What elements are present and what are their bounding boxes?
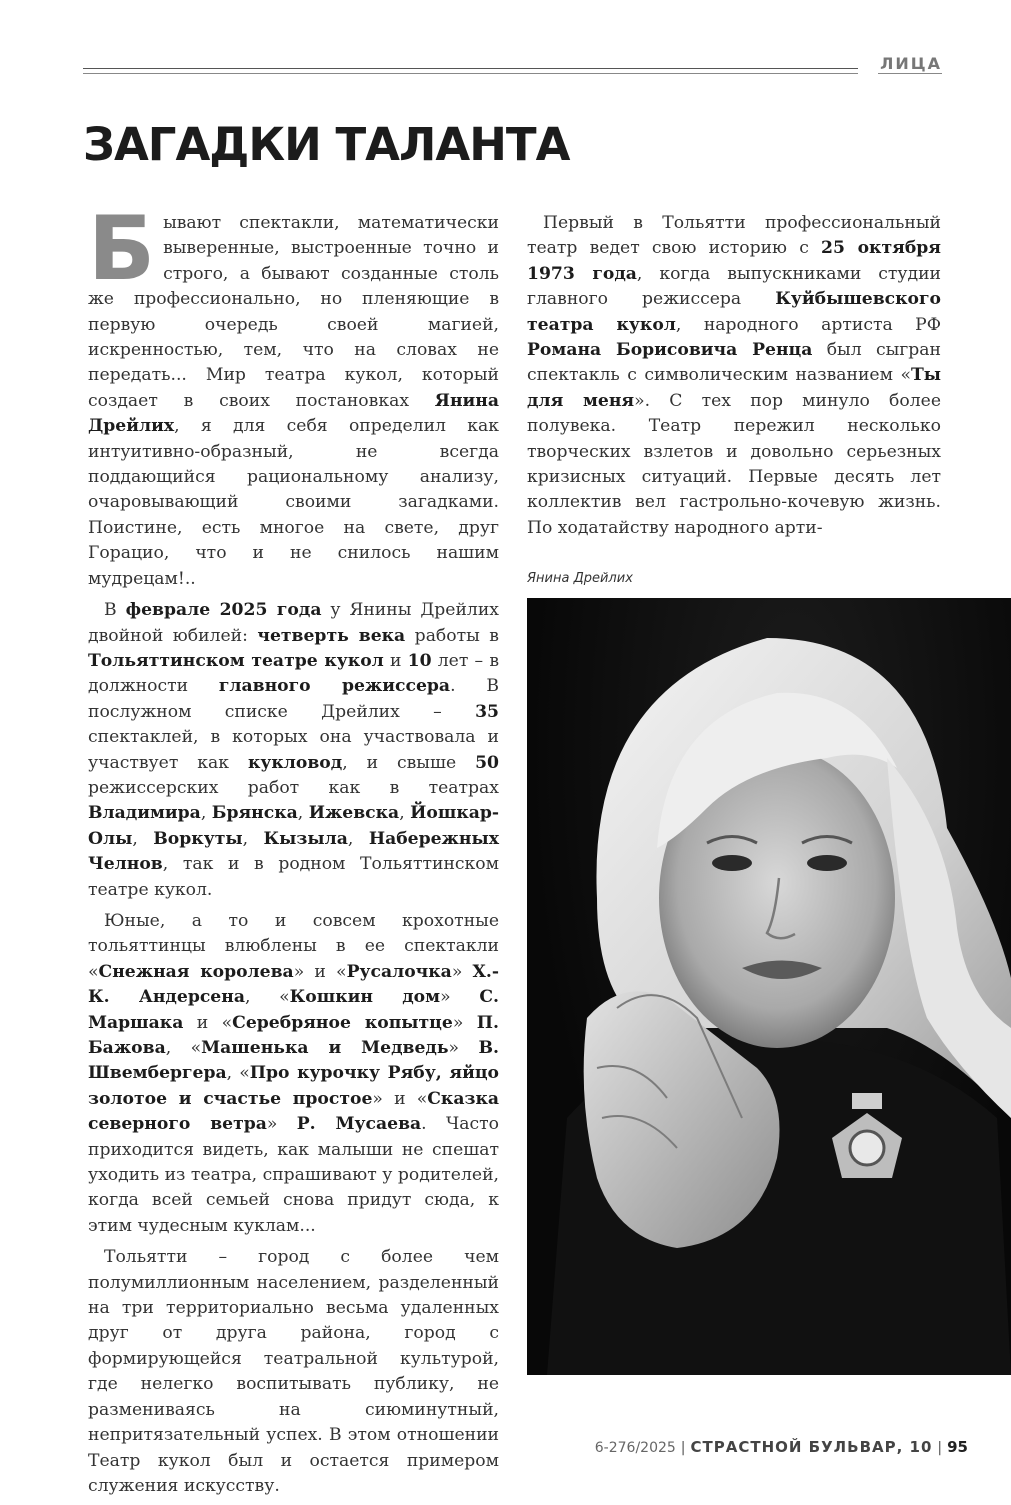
body-text: Тольятти – город с более чем полумиллионным населением, разделенный на три территориально весьма удаленных друг от друга района, город с формирующейся театральной культурой, где нелегко воспитывать публику, не размениваясь на сиюминутный, непритязательный успех. В этом отношении Театр кукол был и остается примером служения искусству. xyxy=(88,1247,499,1496)
bold-text: Ижевска xyxy=(308,803,400,824)
bold-text: Кошкин дом xyxy=(289,987,441,1008)
body-text: В xyxy=(104,600,126,621)
body-text: и « xyxy=(183,1012,233,1033)
issue-number: 6-276/2025 xyxy=(594,1440,676,1456)
body-text: , xyxy=(399,803,411,824)
body-text: режиссерских работ как в театрах xyxy=(88,777,499,798)
body-text: » xyxy=(452,1012,477,1033)
bold-text: Воркуты xyxy=(153,828,243,849)
body-text: » xyxy=(448,1038,479,1058)
body-text: , xyxy=(347,828,369,849)
body-text: , xyxy=(297,803,309,824)
body-text: был сыгран спектакль с символическим названием « xyxy=(527,340,941,386)
page-number: 95 xyxy=(947,1438,968,1456)
body-text: работы в xyxy=(405,625,499,646)
body-text: лет – в должности xyxy=(88,650,499,697)
header-rule xyxy=(83,68,858,69)
bold-text: 10 xyxy=(407,650,432,671)
paragraph-intro xyxy=(88,197,499,592)
body-text: ывают спектакли, математически выверенные, выстроенные точно и строго, а бывают созданные столь же профессионально, но пленяющие в первую очередь своей магией, искренностью, тем, что на словах не передать... Мир театра кукол, который создает в своих постановках xyxy=(88,213,499,411)
body-text: Первый в Тольятти профессиональный театр ведет свою историю с xyxy=(527,213,941,259)
photo-caption: Янина Дрейлих xyxy=(527,571,633,586)
portrait-illustration xyxy=(527,598,1011,1375)
bold-text: Владимира xyxy=(88,803,201,824)
body-text: . Часто приходится видеть, как малыши не спешат уходить из театра, спрашивают у родителей, когда всей семьей снова придут сюда, к этим чудесным куклам... xyxy=(88,1114,499,1236)
bold-text: четверть века xyxy=(257,625,406,646)
portrait-photo xyxy=(527,598,1011,1375)
bold-text: Машенька и Медведь xyxy=(201,1038,449,1058)
body-text: , и свыше xyxy=(342,752,476,773)
bold-text: Тольяттинском театре кукол xyxy=(88,650,384,671)
bold-text: Романа Борисовича Ренца xyxy=(527,340,813,361)
paragraph-jubilee xyxy=(88,598,499,903)
bold-text: Брянска xyxy=(211,803,298,824)
bold-text: Снежная королева xyxy=(98,961,294,982)
body-text: , народного артиста РФ xyxy=(675,314,941,335)
drop-cap: Б xyxy=(88,197,156,300)
body-text: Юные, а то и совсем крохотные тольяттинцы влюблены в ее спектакли « xyxy=(88,910,499,982)
body-text: , « xyxy=(244,987,290,1008)
bold-text: Кызыла xyxy=(263,828,348,849)
bold-text: главного режиссера xyxy=(218,676,451,697)
article-column-left xyxy=(88,197,500,1505)
bold-text: Про курочку Рябу, яйцо золотое и счастье простое xyxy=(88,1063,499,1109)
body-text: , так и в родном Тольяттинском театре кукол. xyxy=(88,854,499,900)
bold-text: Набережных Челнов xyxy=(88,828,499,875)
header-rule-secondary xyxy=(83,73,858,74)
paragraph-city xyxy=(88,1245,499,1499)
bold-text: С. Маршака xyxy=(88,987,499,1033)
bold-text: феврале 2025 года xyxy=(125,600,322,621)
body-text: спектаклей, в которых она участвовала и участвует как xyxy=(88,727,499,773)
bold-text: Сказка северного ветра xyxy=(88,1088,499,1135)
body-text: ». С тех пор минуло более полувека. Театр пережил несколько творческих взлетов и довольно серьезных кризисных ситуаций. Первые десять лет коллектив вел гастрольно-кочевую жизнь. По ходатайству народного арти- xyxy=(527,390,941,538)
bold-text: 35 xyxy=(475,701,499,722)
bold-text: кукловод xyxy=(247,752,343,773)
paragraph-history xyxy=(527,211,941,541)
body-text: » xyxy=(266,1114,297,1135)
body-text: у Янины Дрейлих двойной юбилей: xyxy=(88,600,499,646)
bold-text: П. Бажова xyxy=(88,1012,499,1058)
section-label: ЛИЦА xyxy=(880,54,942,73)
bold-text: В. Швембергера xyxy=(88,1038,499,1084)
body-text: , xyxy=(132,828,154,849)
bold-text: Куйбышевского театра кукол xyxy=(527,289,941,335)
magazine-name: СТРАСТНОЙ БУЛЬВАР, 10 xyxy=(690,1438,933,1456)
article-column-right xyxy=(527,211,941,547)
body-text: , xyxy=(200,803,212,824)
bold-text: 50 xyxy=(475,752,499,773)
body-text: , xyxy=(242,828,264,849)
body-text: , « xyxy=(226,1063,250,1084)
body-text: . В послужном списке Дрейлих – xyxy=(88,676,499,722)
body-text: и xyxy=(383,650,408,671)
body-text: , я для себя определил как интуитивно-образный, не всегда поддающийся рациональному анализу, очаровывающий своими загадками. Поистине, есть многое на свете, друг Горацио, что и не снилось нашим мудрецам!.. xyxy=(88,416,499,589)
body-text: , когда выпускниками студии главного режиссера xyxy=(527,263,941,310)
footer-divider: | xyxy=(680,1440,686,1456)
body-text: » и « xyxy=(372,1088,428,1109)
section-underline xyxy=(878,73,942,74)
bold-text: Йошкар-Олы xyxy=(88,803,500,849)
footer-divider: | xyxy=(937,1440,943,1456)
bold-text: Серебряное копытце xyxy=(232,1012,453,1033)
bold-text: Х.-К. Андерсена xyxy=(88,961,499,1008)
bold-text: 25 октября 1973 года xyxy=(527,238,941,284)
article-headline: ЗАГАДКИ ТАЛАНТА xyxy=(83,118,570,171)
bold-text: Ты для меня xyxy=(527,365,941,411)
body-text: » xyxy=(440,987,480,1008)
page-footer xyxy=(595,1438,968,1456)
paragraph-repertoire xyxy=(88,909,499,1239)
bold-text: Р. Мусаева xyxy=(296,1114,422,1135)
body-text: , « xyxy=(165,1038,202,1058)
body-text: » и « xyxy=(293,961,347,982)
bold-text: Русалочка xyxy=(346,961,452,982)
bold-text: Янина Дрейлих xyxy=(88,390,499,437)
body-text: » xyxy=(451,961,473,982)
